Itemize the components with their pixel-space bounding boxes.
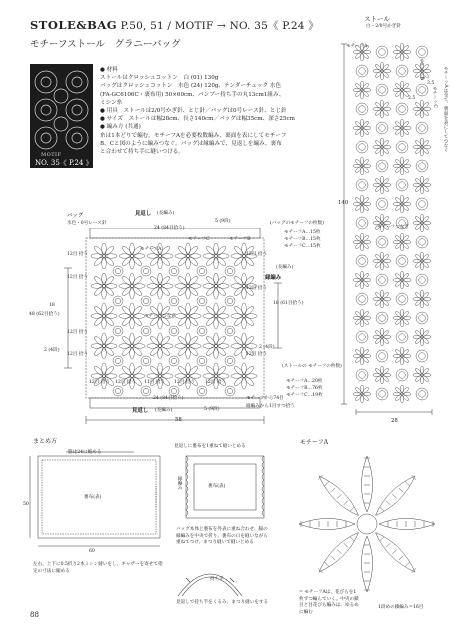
bag-label-join: モチーフつなぎ: [144, 314, 176, 319]
stole-count-title: (ストールの モチーフの枚数): [282, 364, 342, 369]
finishing-gather: 脇は24に縮める: [68, 450, 102, 455]
stole-side-note: モチーフAは全て、裏面を表にしてつなぐ: [443, 66, 448, 153]
stole-label-motif-b: モチーフB: [419, 58, 424, 80]
motif-a-stitch-chart: [292, 446, 442, 596]
bag-pick-12-left-bottom: 12目 拾う: [67, 352, 89, 357]
finishing-note-top: 見返しに裏布を1重ねて縫いとめる: [174, 444, 246, 449]
finishing-dim-60: 60: [89, 549, 95, 554]
bag-pick-12-bottom-3: 12目 拾う: [174, 380, 196, 385]
bag-count-c: モチーフC…15枚: [284, 244, 321, 249]
info-line: ミシン糸: [100, 99, 123, 106]
info-line: と合わせて持ち手に縫いつける。: [100, 149, 184, 156]
info-line: B、Cと図のように編みつなぐ。バッグは縁編みで、見返しを編み、裏布: [100, 140, 282, 147]
bag-count-a: モチーフA…15枚: [284, 230, 321, 235]
finishing-bag-diagram: [180, 452, 270, 524]
bag-motif-74: モチーフから74目: [246, 396, 284, 401]
stole-count-b: モチーフB…76枚: [286, 386, 323, 391]
bag-facing-bottom: 見返し: [132, 408, 149, 414]
motif-a-note: = モチーフAは、花びらを1枚ずつ編んでいく。中央の鎖目と目花びら編みは、ゆるめに編む: [299, 590, 359, 615]
stole-count-c: モチーフC…19枚: [286, 393, 323, 398]
bag-rows-bottom: 5 (9段): [204, 407, 220, 412]
brand-title: STOLE&BAG: [30, 18, 118, 32]
finishing-note-bag: バッグ本体と裏布を外表に重ね合わせ、脇の縁編みを中央で折り、裏布の口を縫いながら重ねてつけ、まつり縫いで縫いとめる: [176, 527, 268, 545]
finishing-title: まとめ方: [33, 438, 58, 445]
bag-edge-note: (長編み): [276, 265, 294, 270]
finishing-handle: 持ち手: [210, 577, 224, 582]
bag-pick-13-right: 13目 拾う: [246, 286, 268, 291]
stole-label-motif-a: モチーフA: [346, 44, 368, 49]
materials-info: [100, 66, 338, 156]
motif-a-first-row-note: 1段めの鎖編み＝16目: [378, 605, 424, 610]
bag-rows-2-right: 2 (4段): [259, 345, 275, 350]
bag-dim-58: 58: [175, 417, 182, 423]
bag-pick-12-left-top: 12目 拾う: [67, 252, 89, 257]
finishing-note-left: 左右、上下に0.5折り2本ミシン縫いをし、ギャザーを寄せて指定の寸法に縮める: [33, 562, 163, 574]
bag-subtitle: 水色・0号レース針: [67, 221, 107, 226]
bag-facing-top: 見返し: [135, 211, 152, 217]
bag-dim-48: 48 (62目拾う): [29, 312, 60, 317]
bag-label-motif-b: モチーフB: [229, 237, 251, 242]
info-line: (FA-GC6106C・裏布用) 50×60cm、バンブー持ち手の丸13cm1組み、: [100, 91, 285, 98]
finishing-lining-back: 裏布(表): [208, 484, 226, 489]
bamboo-handle-icon: [168, 560, 253, 600]
stole-motif-diagram: [336, 34, 448, 424]
info-line: 糸は1本どりで編む。モチーフAを必要枚数編み、裏面を表にしてモチーフ: [100, 132, 287, 139]
bag-count-b: モチーフB…15枚: [284, 237, 321, 242]
finishing-edge: 縁編み: [177, 476, 182, 490]
bag-pick-12-bottom-4: 12目 拾う: [205, 380, 227, 385]
thumbnail-number-label: NO. 35《 P.24 》: [35, 159, 93, 167]
info-line: ● 材料: [100, 67, 118, 73]
stole-small-dim-a: 3.5: [427, 81, 435, 86]
bag-dim-18-right: 18 (61目拾う): [273, 301, 304, 306]
page-header: [30, 18, 319, 33]
stole-small-dim-b: 2.5: [408, 96, 416, 101]
motif-a-title: モチーフA: [300, 439, 329, 446]
bag-facing-bottom-note: (長編み): [155, 408, 173, 413]
bag-facing-top-note: (長編み): [157, 211, 175, 216]
bag-pick-12-right-bottom: 12目 拾う: [246, 352, 268, 357]
stole-dim-length: 140: [338, 200, 349, 206]
info-line: バッグはクロッシュコットン 水色 (24) 120g、テンダーチェック 水色: [100, 83, 282, 90]
bag-edge-rows-note: 縁編みから1目すつ拾う: [246, 404, 295, 409]
thumbnail-motif-label: MOTIF: [41, 152, 62, 158]
bag-pick-12-bottom-1: 12目 拾う: [89, 380, 111, 385]
stole-label-join: モチーフつなぎ: [377, 225, 409, 230]
info-line: ● サイズ ストールは幅28cm、長さ140cm／バッグは幅35cm、深さ25cm: [100, 116, 295, 123]
info-line: ストールはクロッシュコットン 白 (01) 130g: [100, 75, 219, 82]
finishing-lining: 裏布(表): [84, 495, 102, 500]
info-line: ● 用具 ストールは2/0号かぎ針、とじ針／バッグは0号レース針、とじ針: [100, 108, 287, 115]
page-subtitle: モチーフストール グラニーバッグ: [30, 39, 181, 50]
stole-label-motif-c: モチーフC: [432, 86, 437, 108]
bag-pick-11-bottom: 11目 拾う: [144, 380, 166, 385]
stole-title: ストール: [364, 15, 390, 23]
bag-pick-12-bottom-2: 12目 拾う: [115, 380, 137, 385]
stole-count-a: モチーフA…20枚: [286, 379, 323, 384]
bag-pick-12-left-low: 12目 拾う: [67, 330, 89, 335]
bag-dim-18-left: 18: [49, 303, 55, 308]
bag-motif-diagram: [60, 228, 285, 428]
bag-rows-top: 5 (9段): [215, 219, 231, 224]
bag-pick-12-right-top: 12目 拾う: [246, 252, 268, 257]
stole-subtitle: 白・2/0号かぎ針: [366, 24, 401, 29]
finishing-note-handle: 見返しで持ち手をくるみ、まつり縫いをする: [176, 600, 269, 605]
finishing-dim-50: 50: [23, 502, 29, 507]
bag-label-motif-c: モチーフC: [188, 237, 210, 242]
bag-count-title: (バッグのモチーフの枚数): [270, 221, 324, 226]
bag-facing-top-count: 24 (84目拾う): [154, 226, 185, 231]
info-line: ● 編み方 (共通): [100, 124, 141, 131]
finishing-lining-diagram: [26, 446, 171, 556]
stole-dim-width: 28: [391, 418, 398, 424]
bag-motif-grid: [91, 243, 257, 396]
stole-motif-grid: [353, 43, 431, 403]
page-number: 88: [30, 611, 39, 619]
bag-pick-12-left-mid: 12目 拾う: [67, 275, 89, 280]
bag-label-motif-a: モチーフA: [140, 247, 162, 252]
bag-edge-label: 縁編み: [265, 275, 282, 281]
page-references: P.50, 51 / MOTIF → NO. 35《 P.24 》: [120, 20, 319, 32]
bag-title: バッグ: [67, 213, 84, 219]
bag-rows-2-left: 2 (4段): [44, 348, 60, 353]
bag-facing-bottom-count: 24 (84目拾う): [153, 396, 184, 401]
